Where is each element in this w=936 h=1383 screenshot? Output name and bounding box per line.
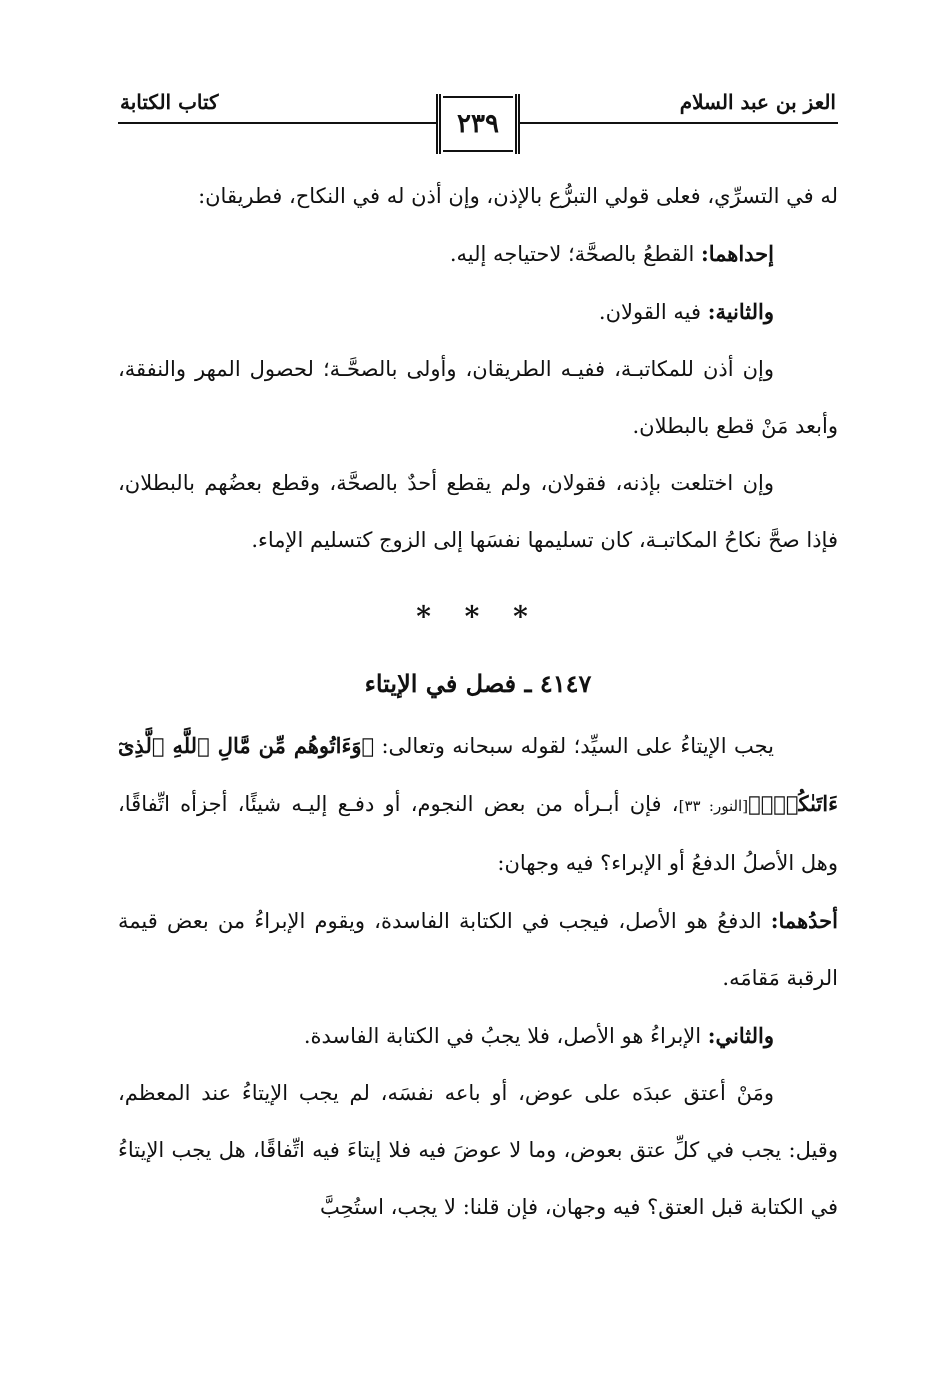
paragraph-continuation: له في التسرِّي، فعلى قولي التبرُّع بالإذن، وإن أذن له في النكاح، فطريقان:	[198, 184, 838, 208]
running-header-author: العز بن عبد السلام	[679, 90, 836, 114]
quran-verse: ﴿وَءَاتُوهُم مِّن مَّالِ ٱللَّهِ ٱلَّذِىٓ ءَاتَىٰكُمْۚ﴾	[118, 733, 838, 816]
paragraph-text: يجب الإيتاءُ على السيِّد؛ لقوله سبحانه وتعالى:	[374, 734, 774, 758]
header-rule-left	[118, 122, 436, 124]
running-header-book: كتاب الكتابة	[120, 90, 219, 114]
section-heading: ٤١٤٧ ـ فصل في الإيتاء	[364, 669, 592, 698]
page-body	[118, 168, 838, 1236]
paragraph-label: والثانية:	[707, 299, 774, 324]
paragraph-manumission: ومَنْ أعتق عبدَه على عوض، أو باعه نفسَه، لم يجب الإيتاءُ عند المعظم، وقيل: يجب في كلِّ عتق بعوض، وما لا عوضَ فيه فلا إيتاءَ فيه اتِّفاقًا، هل يجب الإيتاءُ في الكتابة قبل العتق؟ فيه وجهان، فإن قلنا: لا يجب، استُحِبَّ	[118, 1081, 838, 1219]
section-separator: * * *	[416, 600, 540, 633]
paragraph-itaa	[118, 717, 838, 892]
paragraph-text: القطعُ بالصحَّة؛ لاحتياجه إليه.	[449, 242, 701, 266]
paragraph-first-aspect	[118, 892, 838, 1007]
paragraph-text: الدفعُ هو الأصل، فيجب في الكتابة الفاسدة، ويقوم الإبراءُ من بعض قيمة الرقبة مَقامَه.	[118, 909, 838, 990]
paragraph-text: ، فإن أبـرأه من بعض النجوم، أو دفـع إليـه شيئًا، أجزأه اتِّفاقًا، وهل الأصلُ الدفعُ أو الإبراء؟ فيه وجهان:	[118, 792, 838, 875]
page-number: ٢٣٩	[436, 94, 520, 154]
paragraph-khul: وإن اختلعت بإذنه، فقولان، ولم يقطع أحدٌ بالصحَّة، وقطع بعضُهم بالبطلان، فإذا صحَّ نكاحُ المكاتبـة، كان تسليمها نفسَها إلى الزوج كتسليم الإماء.	[118, 471, 838, 552]
header-rule-right	[520, 122, 838, 124]
paragraph-mukataba-permission: وإن أذن للمكاتبـة، ففيـه الطريقان، وأولى بالصحَّـة؛ لحصول المهر والنفقة، وأبعد مَنْ قطع بالبطلان.	[118, 357, 838, 438]
paragraph-label: والثاني:	[707, 1023, 774, 1048]
paragraph-second-aspect	[118, 1007, 838, 1065]
paragraph-label: إحداهما:	[700, 241, 774, 266]
paragraph-label: أحدُهما:	[770, 908, 838, 933]
paragraph-text: فيه القولان.	[598, 300, 708, 324]
paragraph-text: الإبراءُ هو الأصل، فلا يجبُ في الكتابة الفاسدة.	[303, 1024, 708, 1048]
paragraph-second-way	[118, 283, 838, 341]
verse-reference: [النور: ٣٣]	[678, 797, 749, 815]
paragraph-first-way	[118, 225, 838, 283]
